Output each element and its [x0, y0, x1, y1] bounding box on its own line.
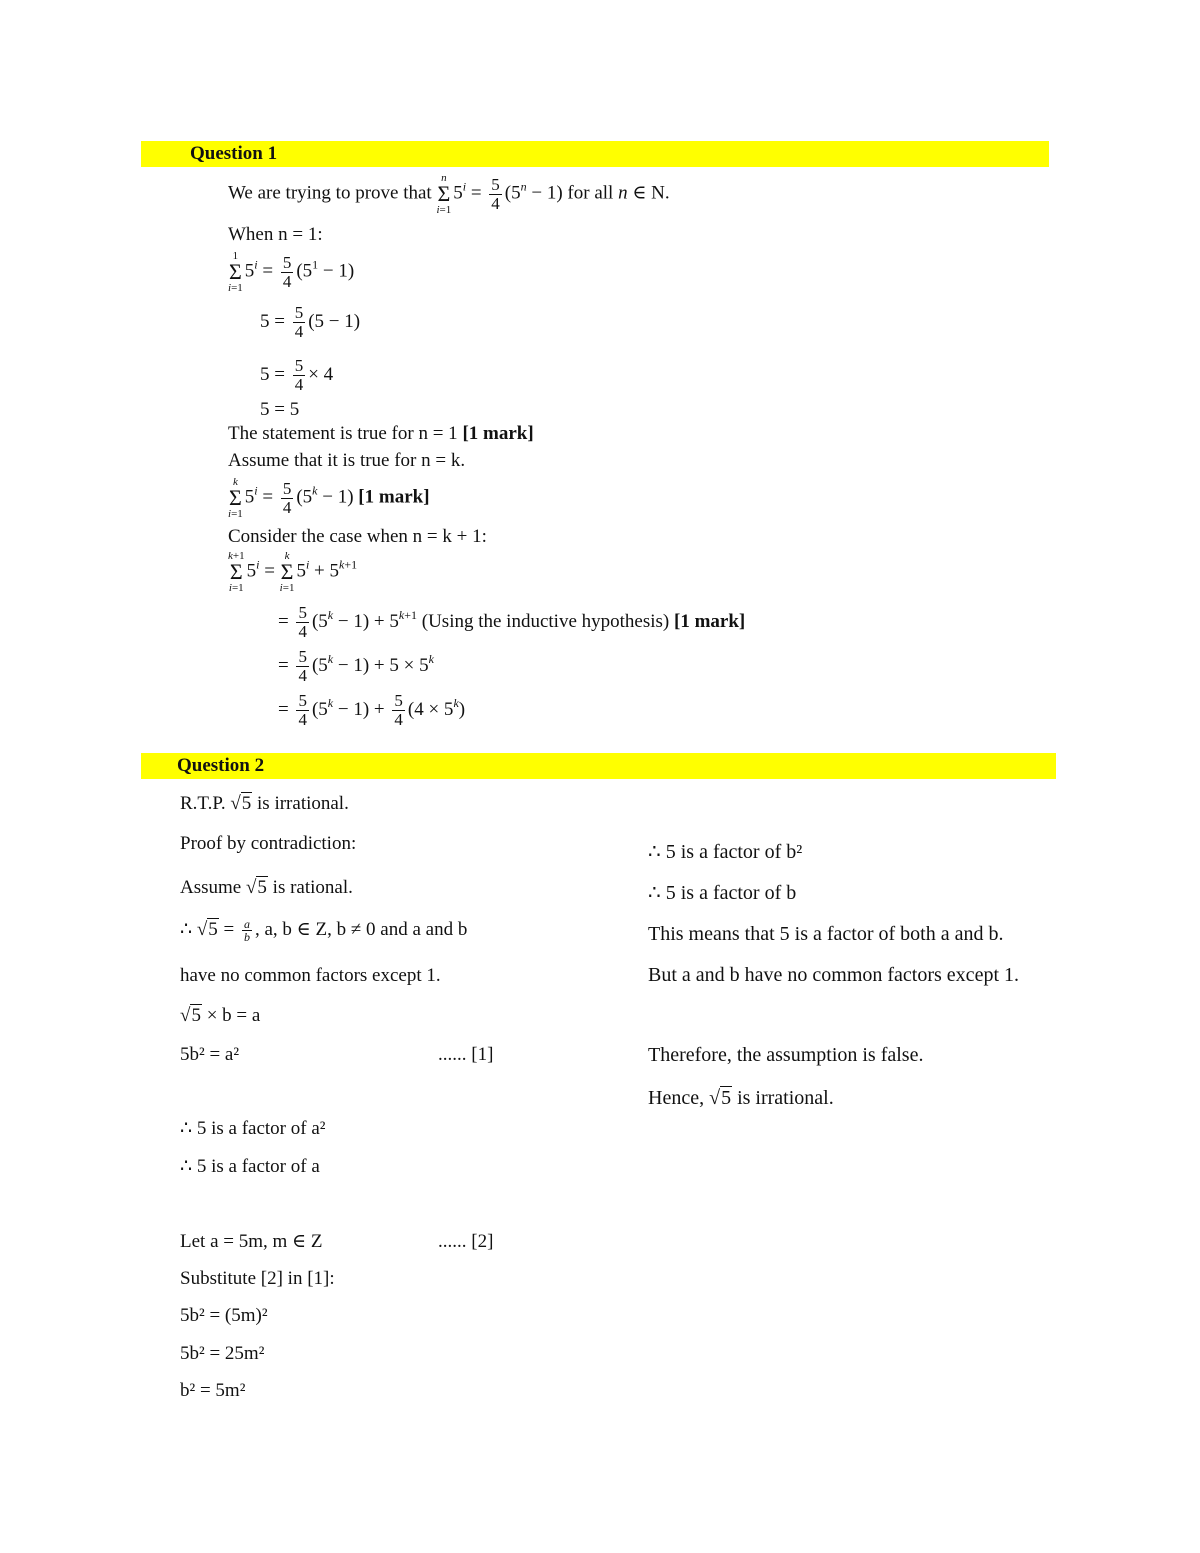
q2-tag1: ...... [1] — [438, 1044, 494, 1065]
question-1-title: Question 1 — [190, 143, 278, 164]
q2-tag2: ...... [2] — [438, 1231, 494, 1252]
sqrt5: √5 — [196, 919, 218, 940]
fraction-5-4: $\frac{5}{4}$ — [394, 691, 403, 729]
q2-therefore-line: ∴ √5 = $\frac{a}{b}$ , a, b ∈ Z, b ≠ 0 and a and b — [180, 917, 468, 945]
q2-hence-suffix: is irrational. — [737, 1087, 834, 1109]
sum-symbol: 1 Σ i=1 — [228, 250, 243, 294]
q2-substitute: Substitute [2] in [1]: — [180, 1268, 335, 1289]
question-1-highlight — [141, 141, 1049, 167]
q1-for-all: for all — [567, 182, 614, 204]
q1-step-line-1: k+1 Σ i=1 $5^i$ = k Σ i=1 $5^i + 5^{k+1}$ — [228, 550, 358, 594]
sum-symbol: k Σ i=1 — [228, 476, 243, 520]
mark-label: [1 mark] — [462, 423, 534, 444]
q2-hence — [648, 1085, 834, 1111]
q1-step-line-3: = $\frac{5}{4}$ $(5^k - 1) + 5 \times 5^k$ — [278, 647, 434, 685]
q2-eq4: 5b² = 25m² — [180, 1343, 265, 1364]
q2-no-common: have no common factors except 1. — [180, 965, 441, 986]
q2-hence-prefix: Hence, — [648, 1087, 705, 1109]
q2-assume-prefix: Assume — [180, 877, 242, 898]
q2-rtp-prefix: R.T.P. — [180, 793, 226, 814]
q2-sqrt5-b-text: × b = a — [206, 1005, 261, 1026]
sum-symbol: n Σ i=1 — [436, 172, 452, 216]
fraction-5-4: $\frac{5}{4}$ — [491, 174, 500, 213]
question-2-title: Question 2 — [177, 755, 265, 776]
q2-let-a: Let a = 5m, m ∈ Z — [180, 1231, 323, 1252]
sqrt5: √5 — [245, 877, 267, 898]
q2-proof-method: Proof by contradiction: — [180, 833, 357, 854]
q2-eq3: 5b² = (5m)² — [180, 1305, 268, 1326]
fraction-5-4: $\frac{5}{4}$ — [298, 691, 307, 729]
q1-step-line-2: = $\frac{5}{4}$ $(5^k - 1) + 5^{k+1}$ (Using the inductive hypothesis) [1 mark] — [278, 603, 746, 641]
q2-rtp-suffix: is irrational. — [257, 793, 349, 814]
q2-but: But a and b have no common factors except 1. — [648, 964, 1019, 986]
mark-label: [1 mark] — [358, 486, 430, 508]
q1-intro-text: We are trying to prove that — [228, 182, 432, 204]
sqrt5: √5 — [230, 793, 252, 814]
q1-base-line-1: 1 Σ i=1 $5^i$ = $\frac{5}{4}$ $(5^1 - 1)$ — [228, 250, 355, 294]
sum-symbol: k+1 Σ i=1 — [228, 550, 245, 594]
q1-n: n — [618, 182, 628, 204]
q1-assume: Assume that it is true for n = k. — [228, 450, 466, 471]
q1-inductive-note: (Using the inductive hypothesis) — [421, 610, 670, 632]
fraction-5-4: $\frac{5}{4}$ — [298, 647, 307, 685]
q2-rtp — [180, 792, 349, 816]
q2-eq1: 5b² = a² — [180, 1044, 240, 1065]
q2-assume — [180, 876, 353, 900]
q1-when-n1: When n = 1: — [228, 224, 323, 245]
q2-both: This means that 5 is a factor of both a and b. — [648, 923, 1004, 945]
q1-base-line-4: 5 = 5 — [260, 399, 300, 420]
q2-eq5: b² = 5m² — [180, 1380, 246, 1401]
q1-step-line-4: = $\frac{5}{4}$ $(5^k - 1)$ + $\frac{5}{4}$ $(4 \times 5^k)$ — [278, 691, 466, 729]
mark-label: [1 mark] — [674, 610, 746, 632]
q2-sqrt5-b — [180, 1004, 260, 1028]
fraction-5-4: $\frac{5}{4}$ — [282, 252, 292, 291]
fraction-a-b: $\frac{a}{b}$ — [244, 917, 250, 945]
q1-base-line-3: 5 = $\frac{5}{4}$ × 4 — [260, 356, 334, 394]
fraction-5-4: $\frac{5}{4}$ — [282, 478, 292, 517]
q1-true-statement — [228, 422, 534, 446]
q1-hypothesis-line: k Σ i=1 $5^i$ = $\frac{5}{4}$ $(5^k - 1)$ [1 mark] — [228, 476, 430, 520]
q2-factor-b2: ∴ 5 is a factor of b² — [648, 841, 803, 863]
fraction-5-4: $\frac{5}{4}$ — [298, 603, 307, 641]
q2-therefore-mid: , a, b ∈ Z, b ≠ 0 and a and b — [255, 919, 468, 940]
fraction-5-4: $\frac{5}{4}$ — [294, 303, 304, 341]
q1-in-N: ∈ N. — [632, 182, 670, 204]
question-2-highlight — [141, 753, 1056, 779]
q1-consider: Consider the case when n = k + 1: — [228, 526, 487, 547]
q2-assume-suffix: is rational. — [272, 877, 353, 898]
sqrt5: √5 — [180, 1005, 201, 1026]
q1-true-text: The statement is true for n = 1 — [228, 423, 458, 444]
q2-factor-a: ∴ 5 is a factor of a — [180, 1156, 320, 1177]
q2-factor-a2: ∴ 5 is a factor of a² — [180, 1118, 326, 1139]
sqrt5: √5 — [709, 1087, 732, 1109]
q1-intro-line: We are trying to prove that n Σ i=1 $5^i$ = $\frac{5}{4}$ $(5^n - 1)$ for all n ∈ N. — [228, 172, 670, 216]
fraction-5-4: $\frac{5}{4}$ — [294, 356, 304, 394]
q2-false: Therefore, the assumption is false. — [648, 1044, 924, 1066]
q2-factor-b: ∴ 5 is a factor of b — [648, 882, 797, 904]
q1-base-line-2: 5 = $\frac{5}{4}$ (5 − 1) — [260, 303, 361, 341]
sum-symbol: k Σ i=1 — [279, 550, 295, 594]
